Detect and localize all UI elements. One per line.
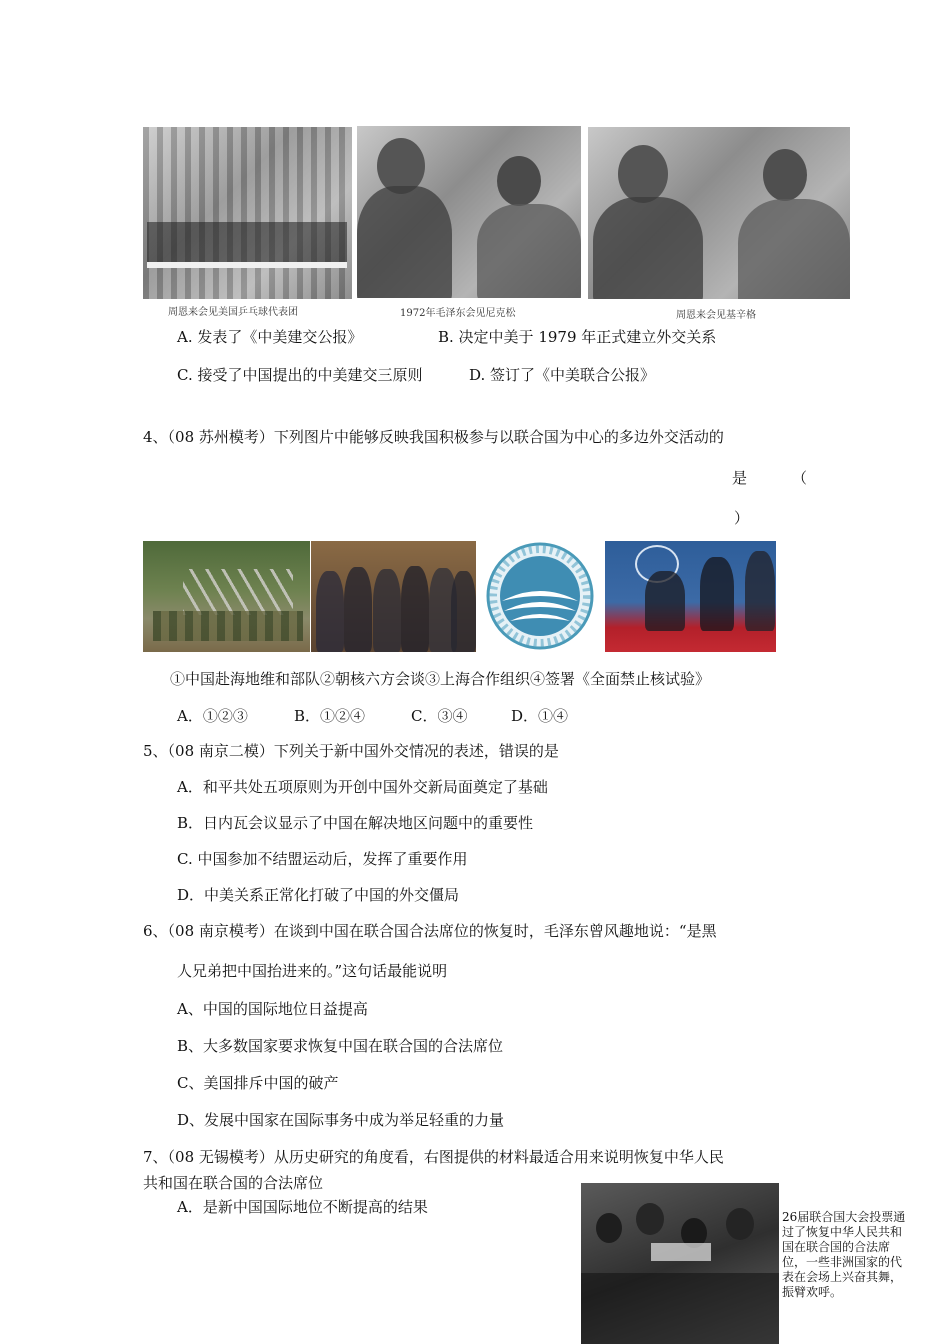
option-d: D、发展中国家在国际事务中成为举足轻重的力量 [177,1111,505,1129]
question-stem-cont: 共和国在联合国的合法席位 [143,1174,324,1192]
answer-paren-open: （ [792,469,808,487]
question-stem: 5、（08 南京二模）下列关于新中国外交情况的表述，错误的是 [143,742,559,760]
question-stem-cont: 人兄弟把中国抬进来的。”这句话最能说明 [177,962,448,980]
photo-mao-nixon [357,126,581,298]
option-c: C. 中国参加不结盟运动后，发挥了重要作用 [177,850,468,868]
option-b: B．①②④ [294,707,366,725]
question-stem-tail: 是 [732,469,748,487]
option-d: D．①④ [511,707,569,725]
option-c: C．③④ [411,707,468,725]
answer-paren-close: ） [734,509,750,527]
option-a: A. 发表了《中美建交公报》 [177,328,363,346]
photo-caption: 1972年毛泽东会见尼克松 [400,308,516,319]
option-b: B、大多数国家要求恢复中国在联合国的合法席位 [177,1037,504,1055]
option-d: D．中美关系正常化打破了中国的外交僵局 [177,886,460,904]
picture-captions: ①中国赴海地维和部队②朝核六方会谈③上海合作组织④签署《全面禁止核试验》 [170,670,711,688]
sco-emblem [478,541,603,652]
photo-caption: 周恩来会见美国乒乓球代表团 [168,307,298,318]
photo-haiti-peacekeepers [143,541,310,652]
photo-caption: 周恩来会见基辛格 [676,310,756,321]
question-stem: 6、（08 南京模考）在谈到中国在联合国合法席位的恢复时，毛泽东曾风趣地说：“是黑 [143,922,717,940]
photo-six-party-talks [311,541,476,652]
photo-ctbt-signing [605,541,776,652]
option-c: C. 接受了中国提出的中美建交三原则 [177,366,423,384]
option-a: A．和平共处五项原则为开创中国外交新局面奠定了基础 [177,778,548,796]
option-c: C、美国排斥中国的破产 [177,1074,339,1092]
option-a: A．是新中国国际地位不断提高的结果 [177,1198,428,1216]
photo-un-assembly-celebration [581,1183,779,1344]
photo-pingpong-team [143,127,352,299]
question-stem: 4、（08 苏州模考）下列图片中能够反映我国积极参与以联合国为中心的多边外交活动的 [143,428,724,446]
option-a: A．①②③ [177,707,248,725]
option-d: D. 签订了《中美联合公报》 [469,366,656,384]
photo-note: 26届联合国大会投票通过了恢复中华人民共和国在联合国的合法席位，一些非洲国家的代表在会场上兴奋其舞，振臂欢呼。 [782,1210,906,1299]
option-a: A、中国的国际地位日益提高 [177,1000,368,1018]
option-b: B．日内瓦会议显示了中国在解决地区问题中的重要性 [177,814,534,832]
option-b: B. 决定中美于 1979 年正式建立外交关系 [438,328,717,346]
question-stem: 7、（08 无锡模考）从历史研究的角度看，右图提供的材料最适合用来说明恢复中华人民 [143,1148,724,1166]
photo-zhou-kissinger [588,127,850,299]
